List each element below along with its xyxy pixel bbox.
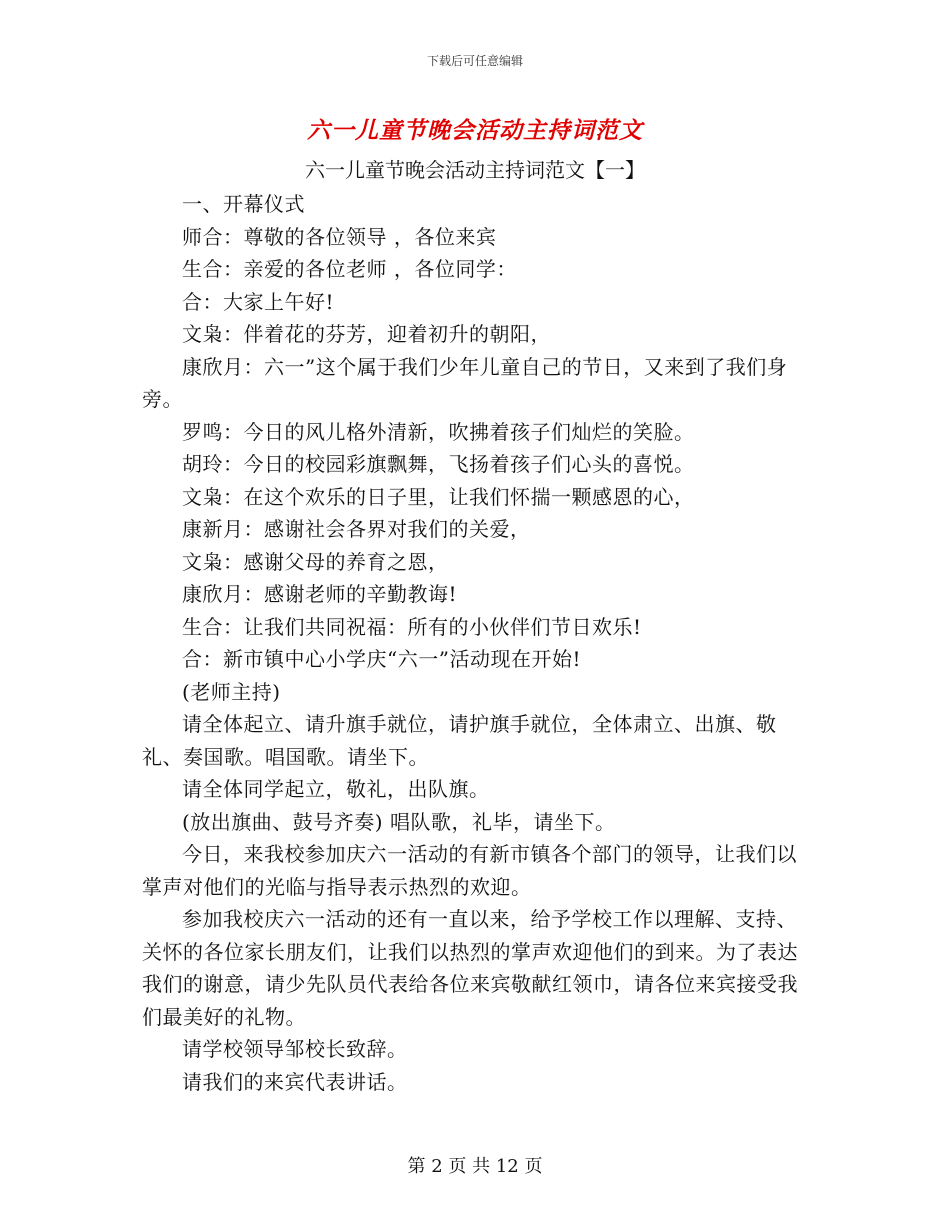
paragraph: 师合：尊敬的各位领导 ，各位来宾 — [182, 224, 497, 249]
paragraph: 今日，来我校参加庆六一活动的有新市镇各个部门的领导，让我们以掌声对他们的光临与指导表示热烈的欢迎。 — [142, 842, 797, 899]
paragraph: 合：大家上午好! — [182, 289, 335, 314]
paragraph: 生合：让我们共同祝福：所有的小伙伴们节日欢乐! — [182, 614, 642, 639]
paragraph: 请全体同学起立，敬礼，出队旗。 — [182, 777, 490, 801]
paragraph: (放出旗曲、鼓号齐奏) 唱队歌，礼毕，请坐下。 — [182, 809, 616, 834]
paragraph: 康欣月：六一”这个属于我们少年儿童自己的节日，又来到了我们身旁。 — [142, 354, 788, 411]
paragraph: 一、开幕仪式 — [182, 192, 305, 216]
paragraph: 文枭：感谢父母的养育之恩， — [182, 549, 449, 574]
paragraph: (老师主持) — [182, 679, 281, 704]
paragraph: 请全体起立、请升旗手就位，请护旗手就位，全体肃立、出旗、敬礼、奏国歌。唱国歌。请坐下。 — [142, 712, 777, 769]
paragraph: 请我们的来宾代表讲话。 — [182, 1069, 408, 1094]
paragraph: 康欣月：感谢老师的辛勤教诲! — [182, 582, 458, 606]
document-title: 六一儿童节晚会活动主持词范文 — [307, 118, 643, 144]
page-header: 下载后可任意编辑 — [426, 54, 523, 68]
paragraph: 文枭：伴着花的芬芳，迎着初升的朝阳， — [182, 322, 551, 346]
paragraph: 生合：亲爱的各位老师 ，各位同学： — [182, 257, 517, 281]
paragraph: 参加我校庆六一活动的还有一直以来，给予学校工作以理解、支持、关怀的各位家长朋友们，让我们以热烈的掌声欢迎他们的到来。为了表达我们的谢意，请少先队员代表给各位来宾敬献红领巾，请各位来宾接受我们最美好的礼物。 — [142, 907, 798, 1029]
paragraph: 文枭：在这个欢乐的日子里，让我们怀揣一颗感恩的心， — [182, 484, 695, 509]
page-footer: 第 2 页 共 12 页 — [407, 1156, 543, 1177]
paragraph: 胡玲：今日的校园彩旗飘舞，飞扬着孩子们心头的喜悦。 — [182, 452, 695, 476]
paragraph: 罗鸣：今日的风儿格外清新，吹拂着孩子们灿烂的笑脸。 — [182, 419, 695, 444]
paragraph: 合：新市镇中心小学庆“六一”活动现在开始! — [182, 647, 581, 671]
document-body — [142, 188, 802, 1098]
paragraph: 请学校领导邹校长致辞。 — [182, 1037, 408, 1061]
section-subtitle: 六一儿童节晚会活动主持词范文【一】 — [305, 158, 645, 182]
paragraph: 康新月：感谢社会各界对我们的关爱， — [182, 517, 531, 541]
